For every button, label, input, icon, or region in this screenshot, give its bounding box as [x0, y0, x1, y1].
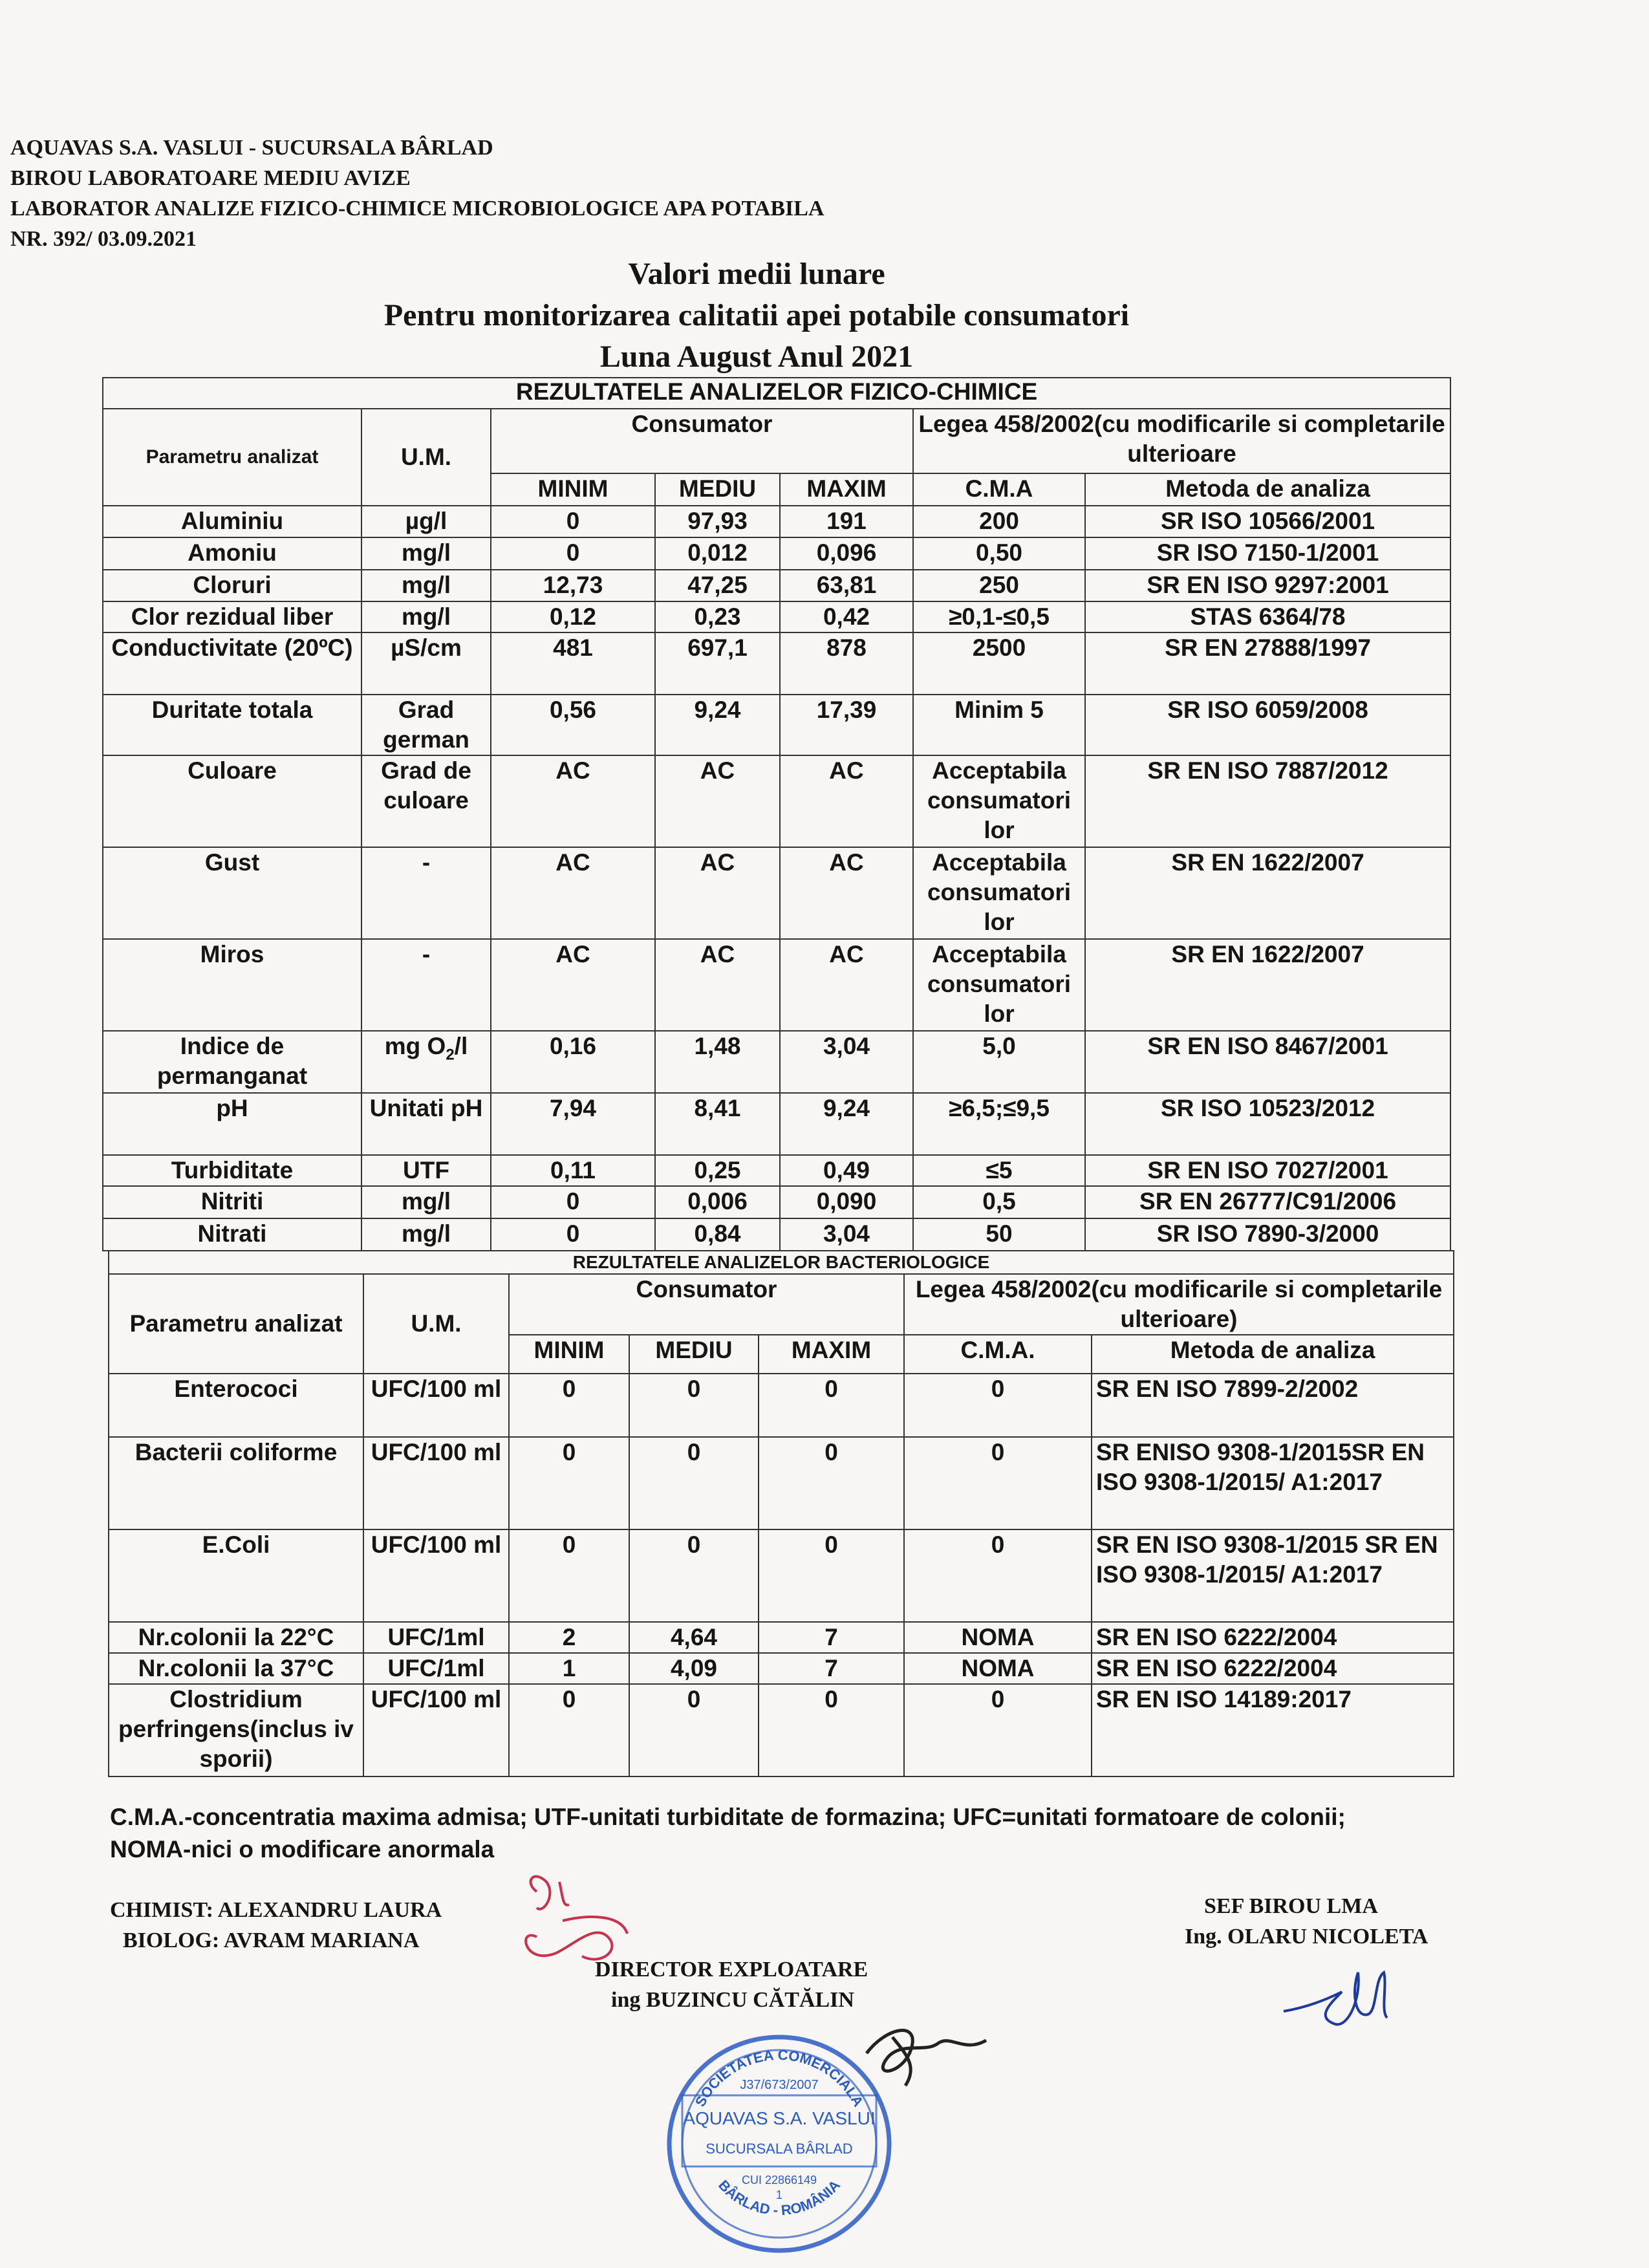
um-cell: UFC/100 ml	[363, 1374, 509, 1437]
title-line-2: Pentru monitorizarea calitatii apei potabile consumatori	[383, 298, 1130, 332]
method-cell: SR EN ISO 14189:2017	[1092, 1684, 1454, 1777]
footnote-line-1: C.M.A.-concentratia maxima admisa; UTF-unitati turbiditate de formazina; UFC=unitati formatoare de colonii;	[110, 1804, 1346, 1830]
doc-number: NR. 392/ 03.09.2021	[10, 227, 197, 251]
med-cell: AC	[655, 847, 780, 939]
table-row	[103, 1031, 1450, 1093]
biologist-name: BIOLOG: AVRAM MARIANA	[123, 1928, 420, 1952]
um-cell: mg/l	[361, 1186, 491, 1218]
table-row	[103, 695, 1450, 755]
company-stamp	[656, 2021, 902, 2263]
med-cell: 9,24	[655, 695, 780, 755]
min-cell: 12,73	[491, 570, 655, 601]
org-name: AQUAVAS S.A. VASLUI - SUCURSALA BÂRLAD	[10, 136, 493, 160]
um-cell: UFC/1ml	[363, 1622, 509, 1653]
cma-cell: 250	[913, 570, 1085, 601]
um-cell: mg/l	[361, 601, 491, 632]
method-cell: SR EN ISO 7899-2/2002	[1092, 1374, 1454, 1437]
method-cell: SR EN 27888/1997	[1085, 632, 1450, 695]
med-cell: AC	[655, 939, 780, 1031]
cma-cell: 200	[913, 506, 1085, 537]
law-header: Legea 458/2002(cu modificarile si completarile ulterioare	[913, 409, 1450, 473]
cma-cell: NOMA	[904, 1653, 1092, 1684]
table-row	[103, 570, 1450, 601]
max-cell: 0,090	[780, 1186, 913, 1218]
method-header: Metoda de analiza	[1085, 473, 1450, 506]
cma-header: C.M.A	[913, 473, 1085, 506]
cma-cell: Minim 5	[913, 695, 1085, 755]
table-row	[103, 755, 1450, 847]
med-cell: 0,23	[655, 601, 780, 632]
param-cell: E.Coli	[109, 1529, 363, 1622]
med-cell: 0,84	[655, 1218, 780, 1251]
cma-cell: ≥6,5;≤9,5	[913, 1093, 1085, 1155]
cma-cell: ≥0,1-≤0,5	[913, 601, 1085, 632]
table-row	[109, 1653, 1454, 1684]
method-cell: SR ISO 6059/2008	[1085, 695, 1450, 755]
med-cell: 4,64	[629, 1622, 759, 1653]
med-cell: 97,93	[655, 506, 780, 537]
min-cell: 0	[491, 1186, 655, 1218]
med-cell: 0	[629, 1529, 759, 1622]
max-cell: 7	[759, 1653, 904, 1684]
min-cell: 0	[491, 537, 655, 570]
law-header: Legea 458/2002(cu modificarile si completarile ulterioare)	[904, 1274, 1454, 1335]
med-cell: 0,012	[655, 537, 780, 570]
med-cell: 0,25	[655, 1155, 780, 1186]
cma-cell: 5,0	[913, 1031, 1085, 1093]
chief-signature	[1277, 1953, 1406, 2037]
table-row	[109, 1684, 1454, 1777]
table-row	[103, 1093, 1450, 1155]
param-cell: Duritate totala	[103, 695, 361, 755]
footnote-line-2: NOMA-nici o modificare anormala	[110, 1836, 495, 1863]
param-cell: Gust	[103, 847, 361, 939]
min-cell: 481	[491, 632, 655, 695]
min-cell: 0,12	[491, 601, 655, 632]
min-cell: 0	[509, 1374, 629, 1437]
med-cell: 0	[629, 1437, 759, 1529]
cma-cell: Acceptabila consumatori lor	[913, 847, 1085, 939]
consumer-header: Consumator	[509, 1274, 904, 1335]
param-cell: Bacterii coliforme	[109, 1437, 363, 1529]
table-row	[103, 506, 1450, 537]
max-cell: 0,42	[780, 601, 913, 632]
cma-cell: 50	[913, 1218, 1085, 1251]
min-header: MINIM	[491, 473, 655, 506]
cma-cell: Acceptabila consumatori lor	[913, 939, 1085, 1031]
title-line-3: Luna August Anul 2021	[599, 340, 914, 374]
max-header: MAXIM	[780, 473, 913, 506]
method-cell: SR EN 26777/C91/2006	[1085, 1186, 1450, 1218]
um-cell: mg/l	[361, 1218, 491, 1251]
table-row	[103, 847, 1450, 939]
param-cell: Culoare	[103, 755, 361, 847]
table-row	[109, 1374, 1454, 1437]
director-title: DIRECTOR EXPLOATARE	[595, 1958, 868, 1982]
table-row	[103, 939, 1450, 1031]
max-cell: 17,39	[780, 695, 913, 755]
param-cell: Indice de permanganat	[103, 1031, 361, 1093]
param-cell: Nitriti	[103, 1186, 361, 1218]
chief-title: SEF BIROU LMA	[1204, 1894, 1378, 1918]
method-cell: STAS 6364/78	[1085, 601, 1450, 632]
max-cell: AC	[780, 755, 913, 847]
um-cell: mg/l	[361, 570, 491, 601]
method-cell: SR EN ISO 9308-1/2015 SR EN ISO 9308-1/2015/ A1:2017	[1092, 1529, 1454, 1622]
cma-cell: 0	[904, 1374, 1092, 1437]
method-cell: SR EN ISO 6222/2004	[1092, 1622, 1454, 1653]
cma-header: C.M.A.	[904, 1335, 1092, 1374]
footnote	[110, 1801, 1500, 1866]
max-cell: AC	[780, 847, 913, 939]
method-cell: SR EN 1622/2007	[1085, 847, 1450, 939]
um-cell: UFC/100 ml	[363, 1437, 509, 1529]
method-cell: SR ISO 7890-3/2000	[1085, 1218, 1450, 1251]
lab-name: LABORATOR ANALIZE FIZICO-CHIMICE MICROBIOLOGICE APA POTABILA	[10, 197, 824, 221]
table-row	[103, 1218, 1450, 1251]
um-cell: UFC/100 ml	[363, 1529, 509, 1622]
max-cell: 0,49	[780, 1155, 913, 1186]
um-cell: Unitati pH	[361, 1093, 491, 1155]
max-cell: 878	[780, 632, 913, 695]
min-cell: 1	[509, 1653, 629, 1684]
table-row	[103, 1186, 1450, 1218]
cma-cell: NOMA	[904, 1622, 1092, 1653]
method-cell: SR EN 1622/2007	[1085, 939, 1450, 1031]
director-name: ing BUZINCU CĂTĂLIN	[611, 1988, 854, 2012]
param-cell: Miros	[103, 939, 361, 1031]
max-cell: 63,81	[780, 570, 913, 601]
cma-cell: 0,5	[913, 1186, 1085, 1218]
param-cell: Conductivitate (20ºC)	[103, 632, 361, 695]
param-cell: Clor rezidual liber	[103, 601, 361, 632]
max-cell: 0	[759, 1437, 904, 1529]
param-header: Parametru analizat	[109, 1274, 363, 1374]
min-cell: AC	[491, 939, 655, 1031]
method-cell: SR EN ISO 6222/2004	[1092, 1653, 1454, 1684]
max-cell: 0	[759, 1374, 904, 1437]
min-cell: 0	[509, 1437, 629, 1529]
param-cell: pH	[103, 1093, 361, 1155]
med-header: MEDIU	[655, 473, 780, 506]
document-titles	[0, 254, 1513, 378]
param-cell: Turbiditate	[103, 1155, 361, 1186]
param-cell: Amoniu	[103, 537, 361, 570]
method-cell: SR EN ISO 8467/2001	[1085, 1031, 1450, 1093]
table-row	[103, 1155, 1450, 1186]
param-cell: Nr.colonii la 37°C	[109, 1653, 363, 1684]
method-cell: SR ISO 10523/2012	[1085, 1093, 1450, 1155]
bacterio-section-title: REZULTATELE ANALIZELOR BACTERIOLOGICE	[109, 1251, 1454, 1274]
med-cell: 8,41	[655, 1093, 780, 1155]
med-cell: 0	[629, 1684, 759, 1777]
med-cell: 0,006	[655, 1186, 780, 1218]
consumer-header: Consumator	[491, 409, 913, 473]
med-cell: 697,1	[655, 632, 780, 695]
max-cell: 3,04	[780, 1031, 913, 1093]
um-cell: Grad german	[361, 695, 491, 755]
min-cell: 0,11	[491, 1155, 655, 1186]
method-cell: SR ISO 10566/2001	[1085, 506, 1450, 537]
method-header: Metoda de analiza	[1092, 1335, 1454, 1374]
min-cell: AC	[491, 755, 655, 847]
param-cell: Nitrati	[103, 1218, 361, 1251]
min-header: MINIM	[509, 1335, 629, 1374]
office-name: BIROU LABORATOARE MEDIU AVIZE	[10, 166, 411, 190]
min-cell: 0,16	[491, 1031, 655, 1093]
method-cell: SR EN ISO 7887/2012	[1085, 755, 1450, 847]
cma-cell: Acceptabila consumatori lor	[913, 755, 1085, 847]
min-cell: 0	[509, 1684, 629, 1777]
chief-name: Ing. OLARU NICOLETA	[1185, 1925, 1428, 1949]
param-cell: Enterococi	[109, 1374, 363, 1437]
param-header: Parametru analizat	[103, 409, 361, 506]
table-row	[103, 537, 1450, 570]
um-cell: UTF	[361, 1155, 491, 1186]
stamp-cui-suffix: 1	[775, 2188, 783, 2201]
bacterio-table	[108, 1250, 1454, 1777]
med-cell: 0	[629, 1374, 759, 1437]
min-cell: 0	[491, 1218, 655, 1251]
max-cell: 7	[759, 1622, 904, 1653]
max-cell: 0	[759, 1684, 904, 1777]
min-cell: 2	[509, 1622, 629, 1653]
stamp-top-arc: SOCIETATEA COMERCIALA	[691, 2046, 867, 2110]
um-header: U.M.	[363, 1274, 509, 1374]
um-cell: µg/l	[361, 506, 491, 537]
table-row	[109, 1622, 1454, 1653]
max-cell: 3,04	[780, 1218, 913, 1251]
cma-cell: 0,50	[913, 537, 1085, 570]
max-cell: 0,096	[780, 537, 913, 570]
um-cell: -	[361, 847, 491, 939]
um-header: U.M.	[361, 409, 491, 506]
um-cell: UFC/1ml	[363, 1653, 509, 1684]
physchem-table	[102, 377, 1451, 1251]
max-header: MAXIM	[759, 1335, 904, 1374]
max-cell: 9,24	[780, 1093, 913, 1155]
physchem-section-title: REZULTATELE ANALIZELOR FIZICO-CHIMICE	[103, 378, 1450, 409]
um-cell: Grad de culoare	[361, 755, 491, 847]
method-cell: SR ENISO 9308-1/2015SR EN ISO 9308-1/2015/ A1:2017	[1092, 1437, 1454, 1529]
min-cell: 0	[491, 506, 655, 537]
table-row	[109, 1529, 1454, 1622]
table-row	[103, 601, 1450, 632]
max-cell: AC	[780, 939, 913, 1031]
med-cell: 1,48	[655, 1031, 780, 1093]
min-cell: 0	[509, 1529, 629, 1622]
stamp-company: AQUAVAS S.A. VASLUI	[683, 2108, 876, 2128]
method-cell: SR ISO 7150-1/2001	[1085, 537, 1450, 570]
cma-cell: 0	[904, 1684, 1092, 1777]
param-cell: Clostridium perfringens(inclus iv sporii)	[109, 1684, 363, 1777]
um-cell: mg $O_2/l$	[361, 1031, 491, 1093]
med-header: MEDIU	[629, 1335, 759, 1374]
cma-cell: 0	[904, 1437, 1092, 1529]
um-cell: mg/l	[361, 537, 491, 570]
min-cell: AC	[491, 847, 655, 939]
chemist-name: CHIMIST: ALEXANDRU LAURA	[110, 1898, 442, 1922]
stamp-cui: CUI 22866149	[741, 2174, 817, 2187]
med-cell: 47,25	[655, 570, 780, 601]
cma-cell: 2500	[913, 632, 1085, 695]
stamp-branch: SUCURSALA BÂRLAD	[706, 2141, 853, 2157]
table-row	[109, 1437, 1454, 1529]
med-cell: AC	[655, 755, 780, 847]
cma-cell: 0	[904, 1529, 1092, 1622]
document-header	[10, 133, 824, 254]
param-cell: Cloruri	[103, 570, 361, 601]
um-cell: -	[361, 939, 491, 1031]
stamp-bottom-arc: BÂRLAD - ROMÂNIA	[715, 2177, 843, 2219]
med-cell: 4,09	[629, 1653, 759, 1684]
min-cell: 0,56	[491, 695, 655, 755]
param-cell: Aluminiu	[103, 506, 361, 537]
max-cell: 0	[759, 1529, 904, 1622]
um-cell: µS/cm	[361, 632, 491, 695]
um-cell: UFC/100 ml	[363, 1684, 509, 1777]
max-cell: 191	[780, 506, 913, 537]
min-cell: 7,94	[491, 1093, 655, 1155]
stamp-number: J37/673/2007	[740, 2078, 819, 2092]
method-cell: SR EN ISO 7027/2001	[1085, 1155, 1450, 1186]
title-line-1: Valori medii lunare	[628, 257, 885, 291]
table-row	[103, 632, 1450, 695]
method-cell: SR EN ISO 9297:2001	[1085, 570, 1450, 601]
cma-cell: ≤5	[913, 1155, 1085, 1186]
param-cell: Nr.colonii la 22°C	[109, 1622, 363, 1653]
chemist-biologist-signature	[498, 1869, 653, 1979]
